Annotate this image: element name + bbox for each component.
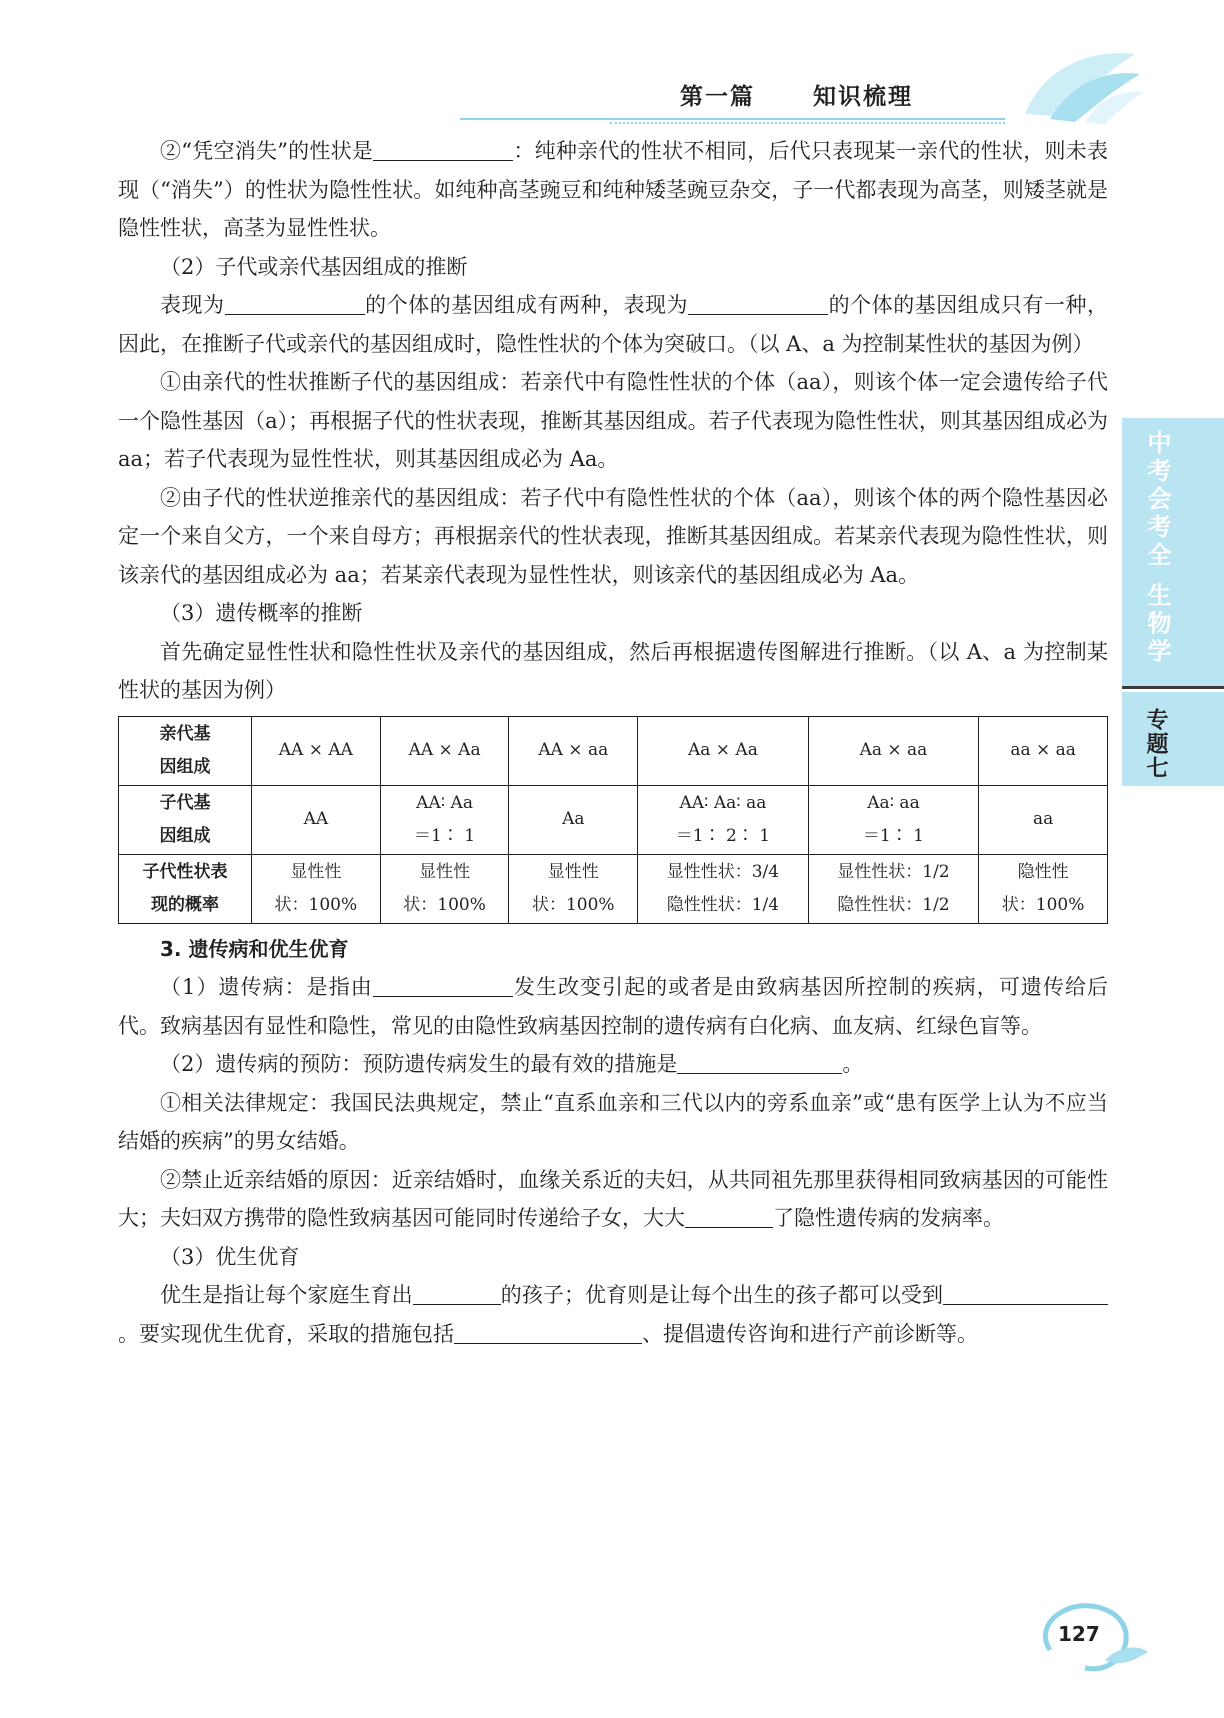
section-title: 3. 遗传病和优生优育 xyxy=(160,936,349,961)
table-row xyxy=(119,854,1108,923)
table-cell: AA × AA xyxy=(252,716,381,785)
paragraph: （2）遗传病的预防：预防遗传病发生的最有效的措施是 。 xyxy=(160,1052,864,1076)
subheading: （3）遗传概率的推断 xyxy=(160,601,363,625)
table-cell: Aa∶ aa ＝1∶ 1 xyxy=(808,785,979,854)
table-row xyxy=(119,716,1108,785)
paragraph: ②由子代的性状逆推亲代的基因组成：若子代中有隐性性状的个体（aa），则该个体的两个隐性基因必定一个来自父方，一个来自母方；再根据亲代的性状表现，推断其基因组成。若某亲代表现为隐性性状，则该亲代的基因组成必为 aa；若某亲代表现为显性性状，则该亲代的基因组成必为 Aa。 xyxy=(118,485,1108,587)
paragraph: 表现为 的个体的基因组成有两种，表现为 的个体的基因组成只有一种，因此，在推断子代或亲代的基因组成时，隐性性状的个体为突破口。（以 A、a 为控制某性状的基因为例） xyxy=(118,293,1108,356)
paragraph: ①由亲代的性状推断子代的基因组成：若亲代中有隐性性状的个体（aa），则该个体一定会遗传给子代一个隐性基因（a）；再根据子代的性状表现，推断其基因组成。若子代表现为隐性性状，则其基因组成必为 aa；若子代表现为显性性状，则其基因组成必为 Aa。 xyxy=(118,370,1108,471)
paragraph: ②禁止近亲结婚的原因：近亲结婚时，血缘关系近的夫妇，从共同祖先那里获得相同致病基因的可能性大；夫妇双方携带的隐性致病基因可能同时传递给子女，大大 了隐性遗传病的发病率。 xyxy=(118,1167,1108,1230)
paragraph: （1）遗传病：是指由 发生改变引起的或者是由致病基因所控制的疾病，可遗传给后代。致病基因有显性和隐性，常见的由隐性致病基因控制的遗传病有白化病、血友病、红绿色盲等。 xyxy=(118,975,1108,1038)
page-content xyxy=(118,132,1108,1353)
subheading: （2）子代或亲代基因组成的推断 xyxy=(160,254,468,279)
paragraph: 优生是指让每个家庭生育出 的孩子；优育则是让每个出生的孩子都可以受到。要实现优生优育，采取的措施包括 、提倡遗传咨询和进行产前诊断等。 xyxy=(118,1276,1108,1353)
side-tab-book-label: 中考会考全 生物学 xyxy=(1143,430,1171,667)
header-rule xyxy=(460,118,1005,120)
answer-blank[interactable] xyxy=(677,1051,842,1074)
page-number: 127 xyxy=(1058,1622,1100,1646)
side-tab-topic xyxy=(1122,692,1224,786)
header-part: 第一篇 xyxy=(680,84,755,110)
table-cell: Aa × Aa xyxy=(638,716,809,785)
table-cell: aa × aa xyxy=(979,716,1108,785)
paragraph: ②“凭空消失”的性状是 ：纯种亲代的性状不相同，后代只表现某一亲代的性状，则未表现（“消失”）的性状为隐性性状。如纯种高茎豌豆和纯种矮茎豌豆杂交，子一代都表现为高茎，则矮茎就是隐性性状，高茎为显性性状。 xyxy=(118,139,1108,240)
table-cell: AA∶ Aa ＝1∶ 1 xyxy=(380,785,509,854)
table-row xyxy=(119,785,1108,854)
table-cell: 显性性 状：100% xyxy=(380,854,509,923)
table-cell: Aa xyxy=(509,785,638,854)
table-cell: AA xyxy=(252,785,381,854)
subheading: （3）优生优育 xyxy=(160,1244,300,1269)
table-cell: AA∶ Aa∶ aa ＝1∶ 2∶ 1 xyxy=(638,785,809,854)
table-cell: AA × Aa xyxy=(380,716,509,785)
leaf-decoration-icon xyxy=(1015,44,1145,124)
table-cell: Aa × aa xyxy=(808,716,979,785)
table-cell: 显性性状：1/2 隐性性状：1/2 xyxy=(808,854,979,923)
answer-blank[interactable] xyxy=(413,1282,501,1305)
answer-blank[interactable] xyxy=(943,1282,1108,1305)
row-header: 子代基 因组成 xyxy=(119,785,252,854)
side-tab-topic-label: 专题七 xyxy=(1143,708,1168,780)
table-cell: 显性性状：3/4 隐性性状：1/4 xyxy=(638,854,809,923)
probability-table xyxy=(118,716,1108,924)
table-cell: 显性性 状：100% xyxy=(509,854,638,923)
table-cell: AA × aa xyxy=(509,716,638,785)
table-cell: aa xyxy=(979,785,1108,854)
paragraph: ①相关法律规定：我国民法典规定，禁止“直系血亲和三代以内的旁系血亲”或“患有医学上认为不应当结婚的疾病”的男女结婚。 xyxy=(118,1090,1108,1153)
answer-blank[interactable] xyxy=(373,138,513,161)
row-header: 亲代基 因组成 xyxy=(119,716,252,785)
running-header xyxy=(680,78,971,111)
paragraph: 首先确定显性性状和隐性性状及亲代的基因组成，然后再根据遗传图解进行推断。（以 A、a 为控制某性状的基因为例） xyxy=(118,639,1108,702)
answer-blank[interactable] xyxy=(225,292,365,315)
side-tab-divider xyxy=(1122,686,1224,689)
answer-blank[interactable] xyxy=(454,1321,642,1344)
answer-blank[interactable] xyxy=(373,974,513,997)
answer-blank[interactable] xyxy=(685,1205,773,1228)
table-cell: 隐性性 状：100% xyxy=(979,854,1108,923)
header-dotted-rule xyxy=(610,122,1005,124)
answer-blank[interactable] xyxy=(688,292,828,315)
row-header: 子代性状表 现的概率 xyxy=(119,854,252,923)
header-title: 知识梳理 xyxy=(813,84,913,110)
table-cell: 显性性 状：100% xyxy=(252,854,381,923)
